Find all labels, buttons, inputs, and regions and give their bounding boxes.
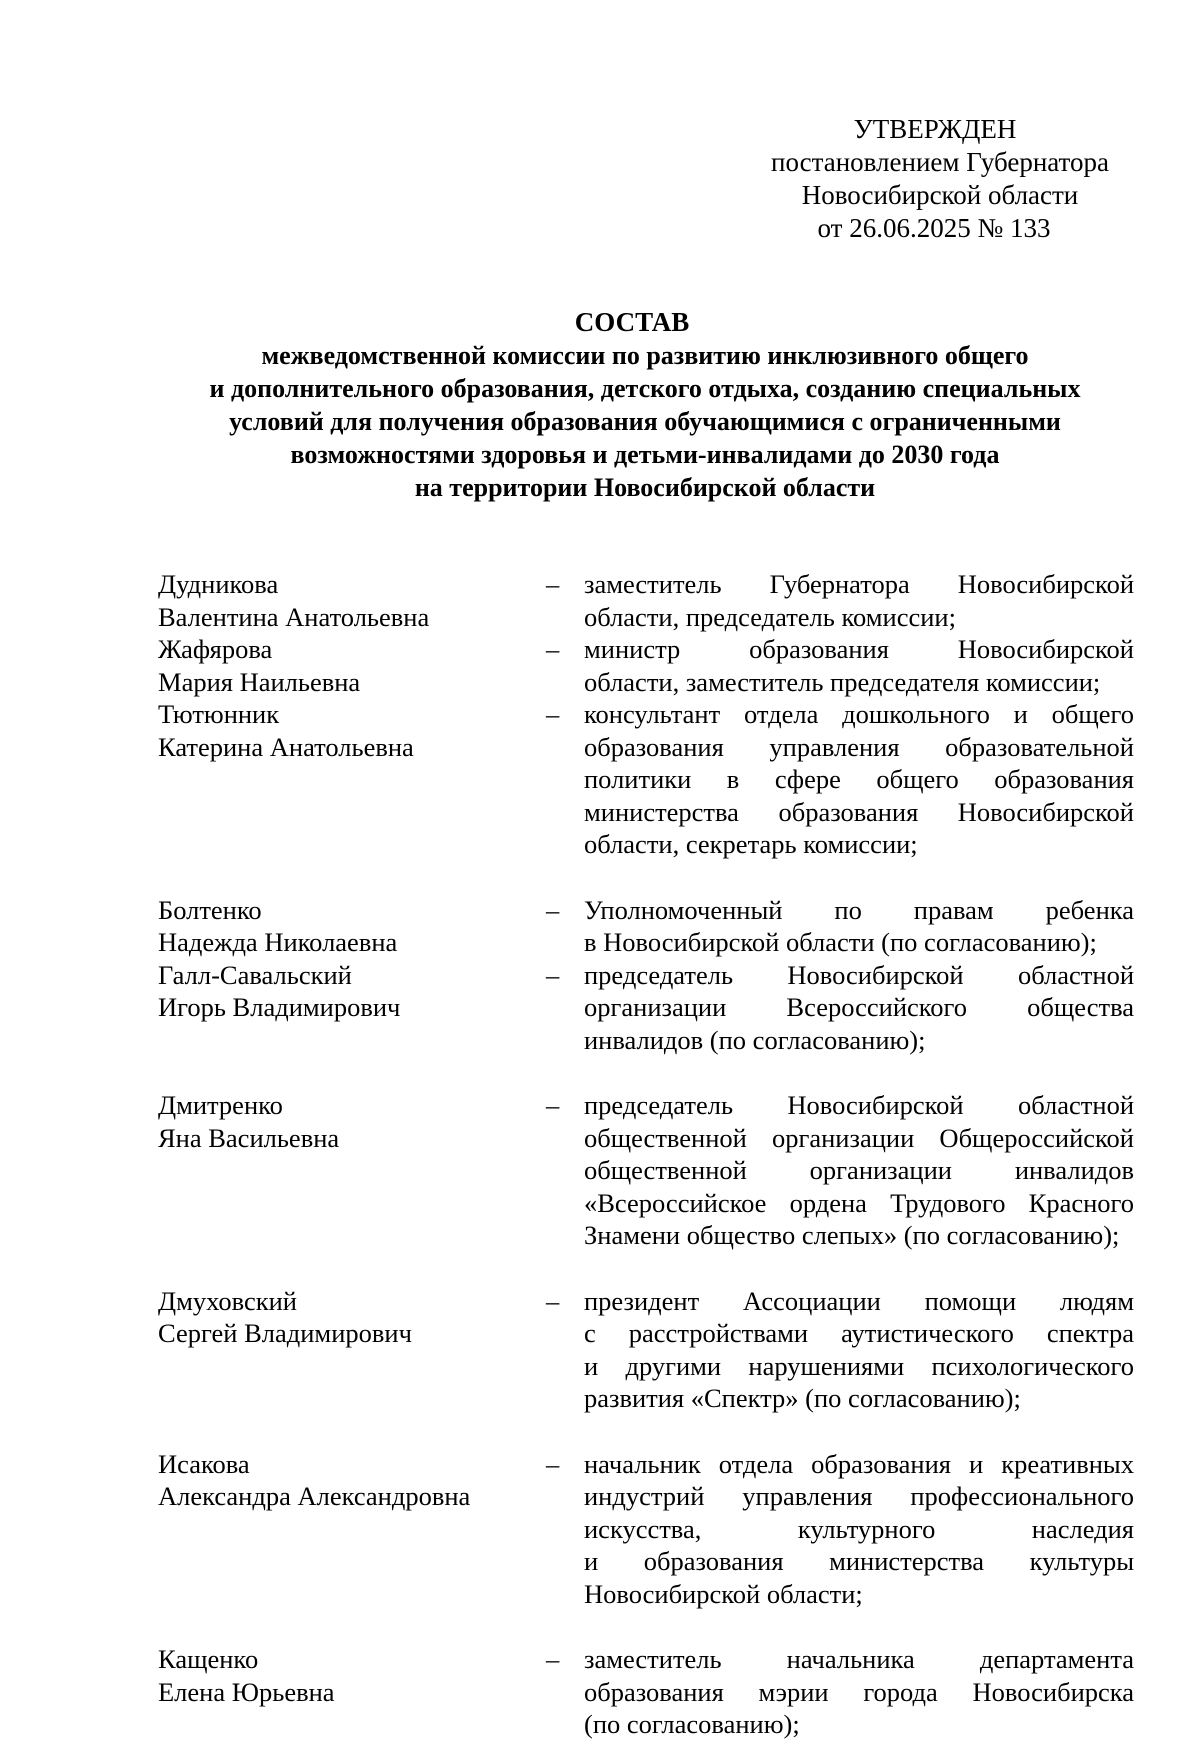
member-role-line: области, секретарь комиссии; xyxy=(584,829,918,859)
title-line-3: условий для получения образования обучающимися с ограниченными xyxy=(229,407,1061,436)
member-surname: Тютюнник xyxy=(158,699,280,729)
document-title xyxy=(150,306,1140,504)
member-name xyxy=(158,1089,546,1252)
member-role xyxy=(584,1448,1134,1611)
member-role-line: министерства образования Новосибирской xyxy=(584,796,1134,827)
member-surname: Исакова xyxy=(158,1448,250,1479)
member-row xyxy=(158,633,1138,698)
member-spacer xyxy=(158,1056,1138,1089)
member-role-line: председатель Новосибирской областной xyxy=(584,959,1134,990)
member-role-line: министр образования Новосибирской xyxy=(584,634,1134,664)
member-role-line: инвалидов (по согласованию); xyxy=(584,1024,926,1055)
approval-line-1: УТВЕРЖДЕН xyxy=(853,114,1017,144)
member-role-line: (по согласованию); xyxy=(584,1709,800,1739)
title-line-1: межведомственной комиссии по развитию инклюзивного общего xyxy=(261,341,1029,370)
member-surname: Галл-Савальский xyxy=(158,959,352,990)
member-role xyxy=(584,1285,1134,1415)
member-dash: – xyxy=(546,1448,560,1479)
member-surname: Жафярова xyxy=(158,634,273,664)
member-name xyxy=(158,1448,546,1611)
member-given-names: Яна Васильевна xyxy=(158,1122,340,1153)
member-name xyxy=(158,1285,546,1415)
approval-stamp-block xyxy=(740,113,1140,245)
member-role-line: организации Всероссийского общества xyxy=(584,992,1134,1022)
member-role-line: и другими нарушениями психологического xyxy=(584,1350,1134,1381)
member-role xyxy=(584,1643,1134,1741)
member-row xyxy=(158,1448,1138,1611)
member-given-names: Сергей Владимирович xyxy=(158,1318,412,1348)
member-surname: Дудникова xyxy=(158,569,279,599)
member-role xyxy=(584,894,1134,959)
member-spacer xyxy=(158,1415,1138,1448)
member-row xyxy=(158,698,1138,861)
member-name xyxy=(158,1643,546,1741)
member-role-line: заместитель Губернатора Новосибирской xyxy=(584,569,1134,599)
member-role xyxy=(584,1089,1134,1252)
member-role-line: политики в сфере общего образования xyxy=(584,764,1134,794)
member-role-line: «Всероссийское ордена Трудового Красного xyxy=(584,1187,1134,1218)
member-role xyxy=(584,568,1134,633)
member-dash: – xyxy=(546,569,560,599)
member-surname: Кащенко xyxy=(158,1644,259,1674)
member-role-line: образования управления образовательной xyxy=(584,731,1134,762)
member-given-names: Игорь Владимирович xyxy=(158,992,401,1022)
member-row xyxy=(158,959,1138,1057)
member-role-line: председатель Новосибирской областной xyxy=(584,1090,1134,1120)
member-given-names: Валентина Анатольевна xyxy=(158,601,430,632)
approval-line-4: от 26.06.2025 № 133 xyxy=(817,213,1051,243)
member-role-line: области, председатель комиссии; xyxy=(584,601,956,632)
member-role-line: и образования министерства культуры xyxy=(584,1546,1134,1576)
member-spacer xyxy=(158,1610,1138,1643)
approval-line-2: постановлением Губернатора xyxy=(771,147,1109,177)
member-role-line: развития «Спектр» (по согласованию); xyxy=(584,1383,1021,1413)
member-given-names: Надежда Николаевна xyxy=(158,927,398,957)
title-line-4: возможностями здоровья и детьми-инвалидами до 2030 года xyxy=(290,440,1000,469)
member-role-line: начальник отдела образования и креативных xyxy=(584,1448,1134,1479)
member-role-line: в Новосибирской области (по согласованию); xyxy=(584,927,1097,957)
member-role-line: с расстройствами аутистического спектра xyxy=(584,1318,1134,1348)
member-dash: – xyxy=(546,959,560,990)
member-given-names: Мария Наильевна xyxy=(158,666,361,697)
member-role-line: области, заместитель председателя комиссии; xyxy=(584,666,1101,697)
title-main: СОСТАВ xyxy=(574,307,690,337)
member-name xyxy=(158,894,546,959)
member-role-line: президент Ассоциации помощи людям xyxy=(584,1285,1134,1316)
member-role-line: искусства, культурного наследия xyxy=(584,1513,1134,1544)
member-role-line: Уполномоченный по правам ребенка xyxy=(584,894,1134,925)
member-role-line: общественной организации Общероссийской xyxy=(584,1122,1134,1153)
member-name xyxy=(158,959,546,1057)
member-row xyxy=(158,1285,1138,1415)
member-role-line: образования мэрии города Новосибирска xyxy=(584,1676,1134,1707)
member-row xyxy=(158,1089,1138,1252)
member-row xyxy=(158,1643,1138,1741)
member-dash: – xyxy=(546,1285,560,1316)
member-role-line: общественной организации инвалидов xyxy=(584,1155,1134,1185)
member-role-line: Новосибирской области; xyxy=(584,1578,863,1609)
member-role-line: консультант отдела дошкольного и общего xyxy=(584,699,1134,729)
member-role-line: Знамени общество слепых» (по согласованию); xyxy=(584,1220,1120,1250)
member-dash: – xyxy=(546,1644,560,1674)
member-role-line: заместитель начальника департамента xyxy=(584,1644,1134,1674)
member-given-names: Елена Юрьевна xyxy=(158,1676,335,1707)
member-name xyxy=(158,633,546,698)
member-dash: – xyxy=(546,894,560,925)
member-row xyxy=(158,568,1138,633)
member-name xyxy=(158,698,546,861)
member-spacer xyxy=(158,861,1138,894)
member-name xyxy=(158,568,546,633)
member-role xyxy=(584,959,1134,1057)
member-surname: Болтенко xyxy=(158,894,262,925)
member-spacer xyxy=(158,1252,1138,1285)
member-dash: – xyxy=(546,1090,560,1120)
member-role xyxy=(584,633,1134,698)
members-list xyxy=(158,568,1138,1741)
member-dash: – xyxy=(546,634,560,664)
member-dash: – xyxy=(546,699,560,729)
member-given-names: Катерина Анатольевна xyxy=(158,731,414,762)
title-line-2: и дополнительного образования, детского отдыха, созданию специальных xyxy=(209,374,1081,403)
title-line-5: на территории Новосибирской области xyxy=(414,473,876,502)
member-row xyxy=(158,894,1138,959)
member-surname: Дмуховский xyxy=(158,1285,297,1316)
approval-line-3: Новосибирской области xyxy=(801,180,1079,210)
member-given-names: Александра Александровна xyxy=(158,1481,471,1511)
member-surname: Дмитренко xyxy=(158,1090,283,1120)
member-role-line: индустрий управления профессионального xyxy=(584,1481,1134,1511)
member-role xyxy=(584,698,1134,861)
